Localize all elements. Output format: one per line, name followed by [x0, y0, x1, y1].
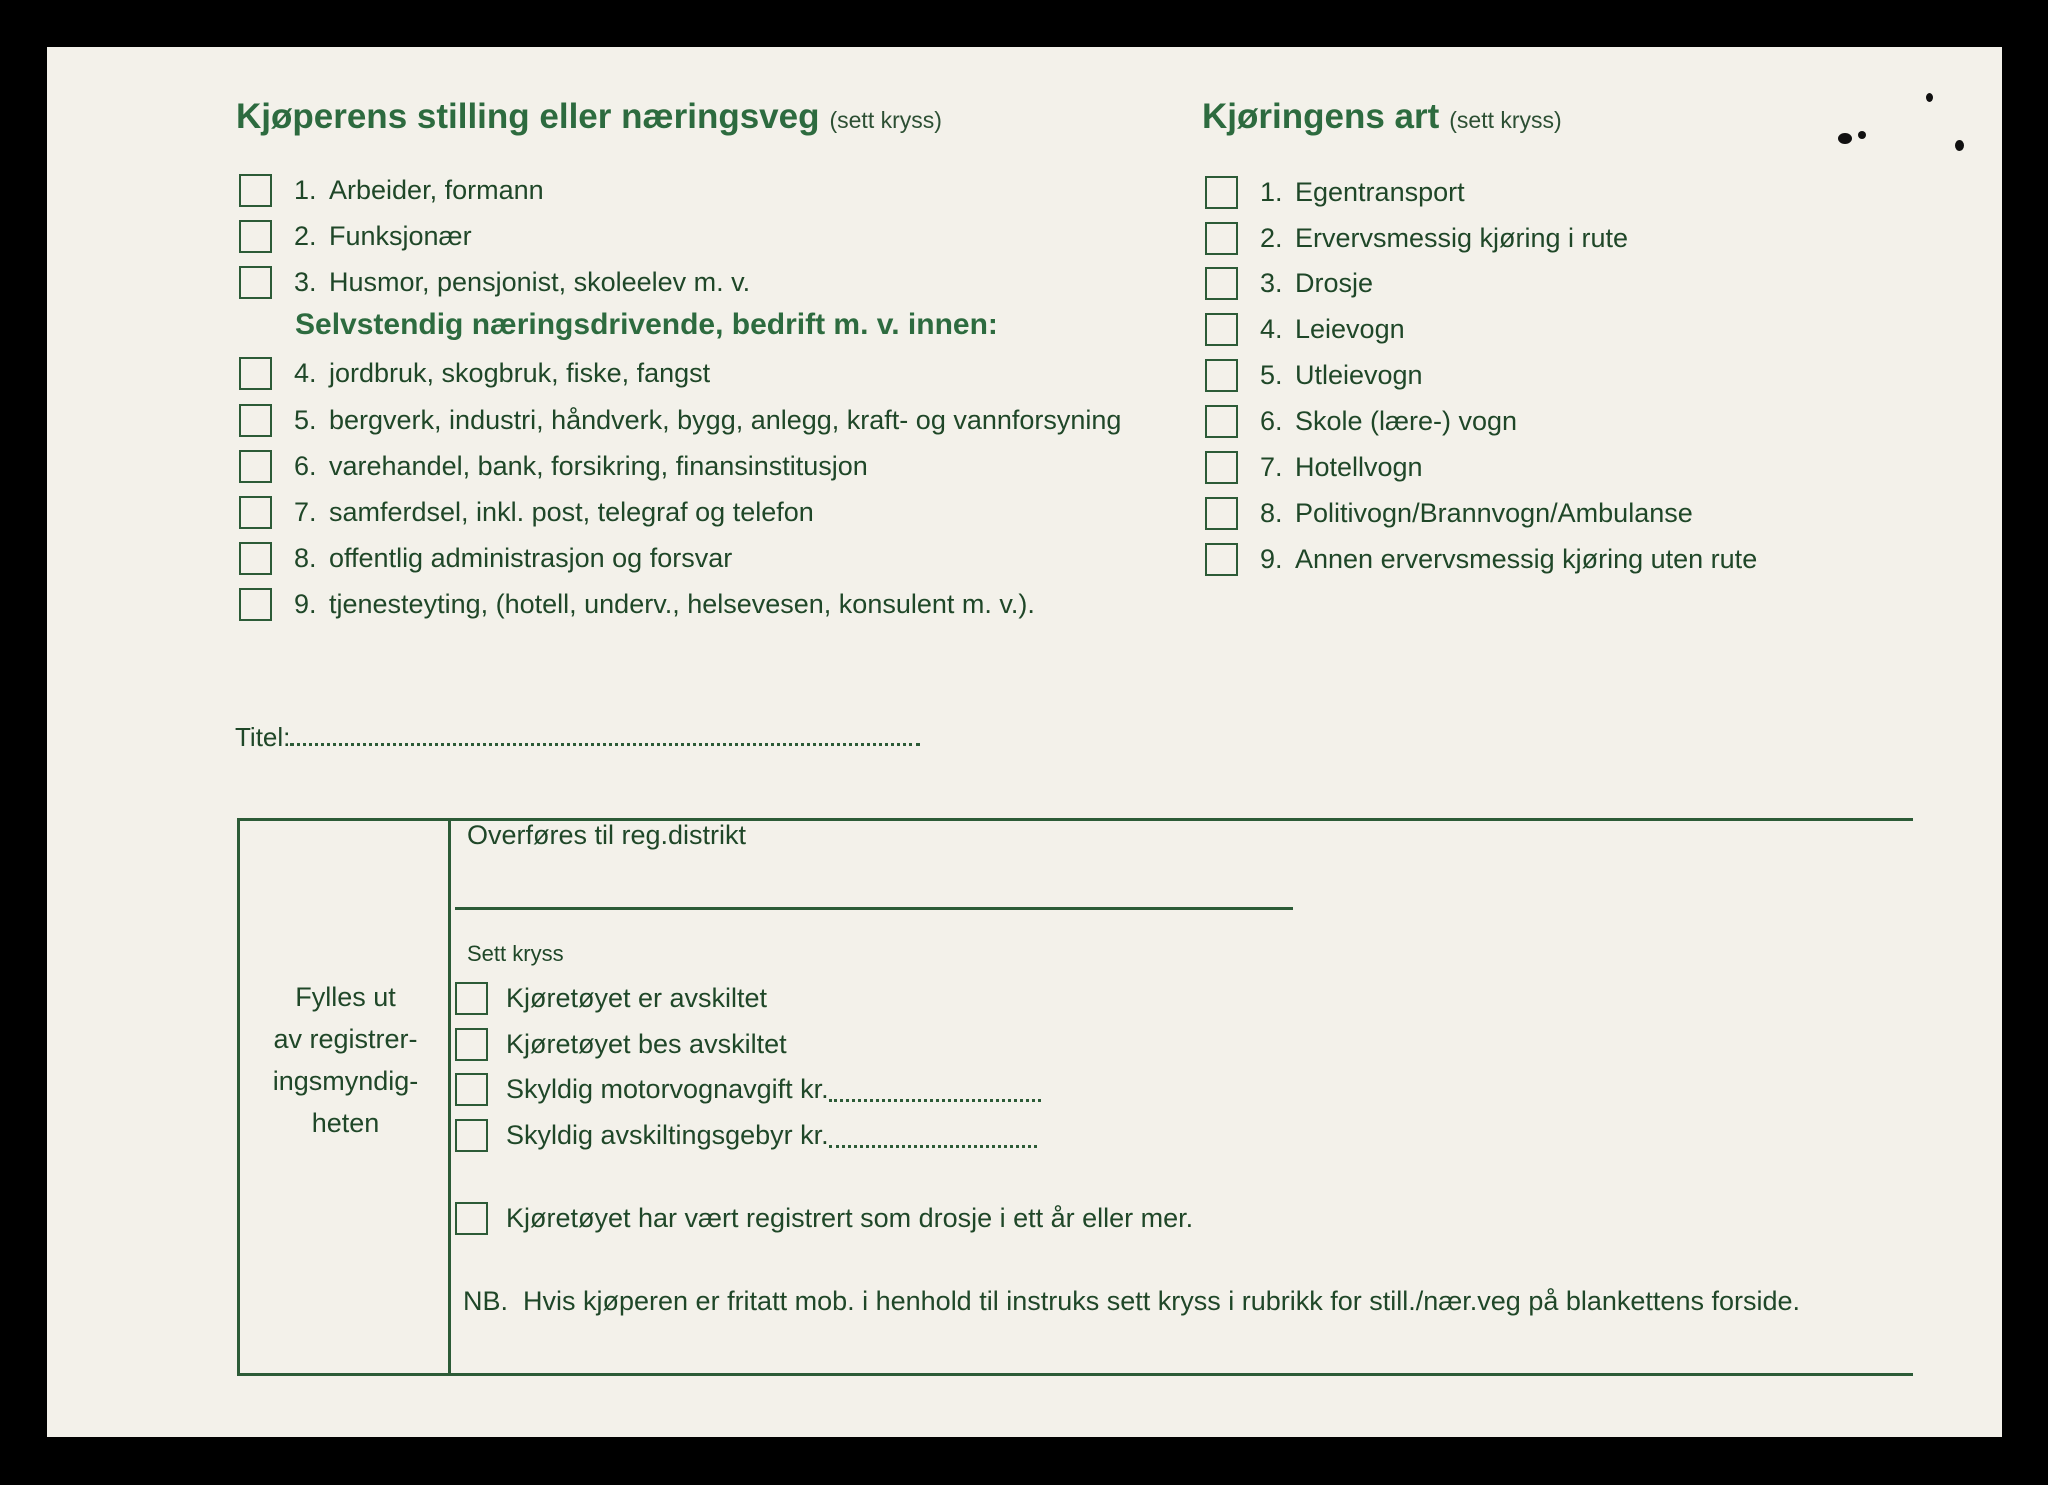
option-label: bergverk, industri, håndverk, bygg, anlegg, kraft- og vannforsyning — [329, 404, 1122, 435]
option-number: 6. — [294, 450, 317, 481]
occupation-option-5[interactable] — [239, 400, 1121, 440]
option-label: Husmor, pensjonist, skoleelev m. v. — [329, 266, 751, 297]
option-number: 9. — [1260, 543, 1283, 574]
checkbox[interactable] — [239, 450, 272, 483]
option-number: 4. — [1260, 313, 1283, 344]
checkbox[interactable] — [455, 1119, 488, 1152]
transfer-district-input-line[interactable] — [455, 907, 1293, 910]
check-label: Kjøretøyet bes avskiltet — [506, 1028, 787, 1059]
title-label: Titel: — [235, 722, 291, 752]
option-label: Utleievogn — [1295, 359, 1423, 390]
plate-fee-dotted-line[interactable] — [829, 1123, 1037, 1148]
driving-option-2[interactable] — [1205, 218, 1628, 258]
registry-check-3[interactable] — [455, 1069, 1041, 1109]
checkbox[interactable] — [1205, 176, 1238, 209]
check-label: Kjøretøyet har vært registrert som drosje i ett år eller mer. — [506, 1202, 1194, 1233]
occupation-option-6[interactable] — [239, 446, 868, 486]
option-number: 4. — [294, 357, 317, 388]
option-number: 7. — [1260, 451, 1283, 482]
option-label: Funksjonær — [329, 220, 472, 251]
option-number: 1. — [1260, 176, 1283, 207]
checkbox[interactable] — [1205, 222, 1238, 255]
occupation-option-9[interactable] — [239, 584, 1035, 624]
option-label: jordbruk, skogbruk, fiske, fangst — [329, 357, 711, 388]
option-label: varehandel, bank, forsikring, finansinstitusjon — [329, 450, 868, 481]
registry-check-1[interactable] — [455, 978, 767, 1018]
occupation-option-7[interactable] — [239, 492, 814, 532]
option-number: 3. — [294, 266, 317, 297]
check-label: Skyldig motorvognavgift kr. — [506, 1073, 829, 1104]
nb-note: NB. Hvis kjøperen er fritatt mob. i henhold til instruks sett kryss i rubrikk for still./nær.veg på blankettens forside. — [463, 1286, 1801, 1316]
checkbox[interactable] — [239, 496, 272, 529]
option-number: 1. — [294, 174, 317, 205]
checkbox[interactable] — [1205, 497, 1238, 530]
checkbox[interactable] — [239, 266, 272, 299]
checkbox[interactable] — [455, 1028, 488, 1061]
check-label: Skyldig avskiltingsgebyr kr. — [506, 1119, 829, 1150]
checkbox[interactable] — [239, 220, 272, 253]
driving-option-6[interactable] — [1205, 401, 1517, 441]
option-number: 3. — [1260, 267, 1283, 298]
checkbox[interactable] — [239, 542, 272, 575]
checkbox[interactable] — [455, 1073, 488, 1106]
driving-option-5[interactable] — [1205, 355, 1423, 395]
buyer-occupation-hint: (sett kryss) — [829, 107, 942, 133]
driving-option-3[interactable] — [1205, 263, 1373, 303]
checkbox[interactable] — [1205, 451, 1238, 484]
driving-option-7[interactable] — [1205, 447, 1423, 487]
buyer-occupation-heading — [236, 97, 942, 137]
option-number: 5. — [294, 404, 317, 435]
option-number: 6. — [1260, 405, 1283, 436]
option-label: Hotellvogn — [1295, 451, 1423, 482]
option-number: 8. — [1260, 497, 1283, 528]
option-label: Annen ervervsmessig kjøring uten rute — [1295, 543, 1758, 574]
checkbox[interactable] — [239, 357, 272, 390]
buyer-occupation-title: Kjøperens stilling eller næringsveg — [236, 97, 820, 136]
option-label: Skole (lære-) vogn — [1295, 405, 1518, 436]
taxi-check[interactable] — [455, 1198, 1193, 1238]
checkbox[interactable] — [1205, 267, 1238, 300]
driving-type-heading — [1202, 97, 1562, 137]
registry-check-4[interactable] — [455, 1115, 1037, 1155]
registry-check-2[interactable] — [455, 1024, 787, 1064]
option-number: 2. — [294, 220, 317, 251]
option-number: 8. — [294, 542, 317, 573]
driving-option-1[interactable] — [1205, 172, 1465, 212]
transfer-label: Overføres til reg.distrikt — [467, 820, 747, 850]
occupation-option-2[interactable] — [239, 216, 472, 256]
box-left-border — [237, 818, 240, 1376]
checkbox[interactable] — [1205, 313, 1238, 346]
scan-speck — [1955, 140, 1964, 151]
motor-fee-dotted-line[interactable] — [829, 1077, 1041, 1102]
driving-type-title: Kjøringens art — [1202, 97, 1440, 136]
checkbox[interactable] — [239, 174, 272, 207]
driving-option-8[interactable] — [1205, 493, 1693, 533]
scan-speck — [1838, 133, 1852, 144]
option-label: Egentransport — [1295, 176, 1465, 207]
checkbox[interactable] — [455, 1202, 488, 1235]
box-bottom-border — [237, 1373, 1913, 1376]
occupation-option-4[interactable] — [239, 353, 710, 393]
option-label: offentlig administrasjon og forsvar — [329, 542, 733, 573]
option-label: samferdsel, inkl. post, telegraf og telefon — [329, 496, 814, 527]
option-number: 2. — [1260, 222, 1283, 253]
checkbox[interactable] — [239, 588, 272, 621]
option-number: 5. — [1260, 359, 1283, 390]
occupation-option-8[interactable] — [239, 538, 732, 578]
scan-speck — [1858, 131, 1866, 139]
checkbox[interactable] — [1205, 359, 1238, 392]
title-dotted-line — [290, 725, 920, 746]
box-divider — [448, 818, 451, 1373]
title-field[interactable] — [235, 722, 920, 753]
option-label: Leievogn — [1295, 313, 1405, 344]
option-label: Drosje — [1295, 267, 1374, 298]
occupation-option-3[interactable] — [239, 262, 750, 302]
driving-option-9[interactable] — [1205, 539, 1757, 579]
scan-speck — [1926, 93, 1933, 102]
driving-option-4[interactable] — [1205, 309, 1405, 349]
option-label: Arbeider, formann — [329, 174, 544, 205]
option-number: 9. — [294, 588, 317, 619]
option-label: Politivogn/Brannvogn/Ambulanse — [1295, 497, 1693, 528]
driving-type-hint: (sett kryss) — [1449, 107, 1562, 133]
option-number: 7. — [294, 496, 317, 527]
registry-side-label: Fylles ut av registrer- ingsmyndig- heten — [272, 982, 419, 1138]
check-label: Kjøretøyet er avskiltet — [506, 982, 768, 1013]
checkbox[interactable] — [239, 404, 272, 437]
check-hint: Sett kryss — [467, 941, 564, 966]
option-label: tjenesteyting, (hotell, underv., helsevesen, konsulent m. v.). — [329, 588, 1035, 619]
checkbox[interactable] — [1205, 543, 1238, 576]
option-label: Ervervsmessig kjøring i rute — [1295, 222, 1629, 253]
occupation-option-1[interactable] — [239, 170, 544, 210]
checkbox[interactable] — [1205, 405, 1238, 438]
checkbox[interactable] — [455, 982, 488, 1015]
self-employed-subheading: Selvstendig næringsdrivende, bedrift m. v. innen: — [295, 308, 998, 341]
